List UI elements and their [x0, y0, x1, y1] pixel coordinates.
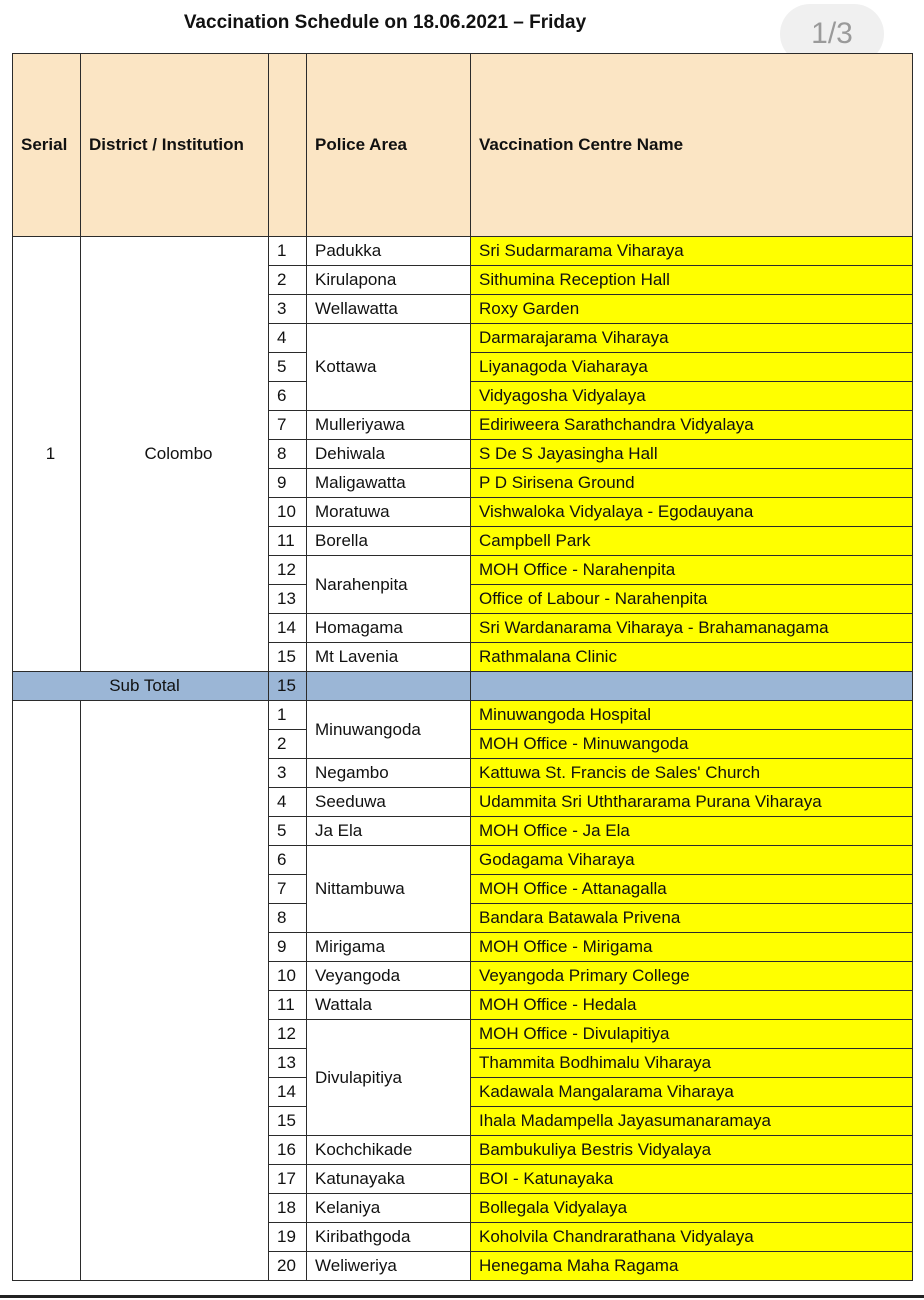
row-number: 1: [269, 701, 307, 730]
subtotal-empty-area: [307, 672, 471, 701]
vaccination-centre: Kattuwa St. Francis de Sales' Church: [471, 759, 913, 788]
police-area: Borella: [307, 527, 471, 556]
police-area: Nittambuwa: [307, 846, 471, 933]
row-number: 6: [269, 382, 307, 411]
police-area: Kiribathgoda: [307, 1223, 471, 1252]
row-number: 12: [269, 556, 307, 585]
police-area: Mt Lavenia: [307, 643, 471, 672]
police-area: Weliweriya: [307, 1252, 471, 1281]
row-number: 13: [269, 585, 307, 614]
police-area: Seeduwa: [307, 788, 471, 817]
vaccination-centre: Darmarajarama Viharaya: [471, 324, 913, 353]
table-row: [13, 237, 913, 266]
police-area: Narahenpita: [307, 556, 471, 614]
subtotal-value: 15: [269, 672, 307, 701]
serial-cell: [13, 701, 81, 1281]
row-number: 19: [269, 1223, 307, 1252]
row-number: 13: [269, 1049, 307, 1078]
row-number: 10: [269, 962, 307, 991]
vaccination-centre: MOH Office - Narahenpita: [471, 556, 913, 585]
police-area: Maligawatta: [307, 469, 471, 498]
vaccination-centre: Bambukuliya Bestris Vidyalaya: [471, 1136, 913, 1165]
row-number: 11: [269, 991, 307, 1020]
row-number: 16: [269, 1136, 307, 1165]
vaccination-centre: Vishwaloka Vidyalaya - Egodauyana: [471, 498, 913, 527]
row-number: 1: [269, 237, 307, 266]
police-area: Kochchikade: [307, 1136, 471, 1165]
police-area: Minuwangoda: [307, 701, 471, 759]
vaccination-centre: Rathmalana Clinic: [471, 643, 913, 672]
police-area: Wellawatta: [307, 295, 471, 324]
row-number: 9: [269, 469, 307, 498]
header-police-area: Police Area: [307, 54, 471, 237]
vaccination-centre: Vidyagosha Vidyalaya: [471, 382, 913, 411]
vaccination-centre: Udammita Sri Uththararama Purana Viharaya: [471, 788, 913, 817]
police-area: Katunayaka: [307, 1165, 471, 1194]
vaccination-centre: Bandara Batawala Privena: [471, 904, 913, 933]
district-cell: Colombo: [81, 237, 269, 672]
serial-cell: 1: [13, 237, 81, 672]
vaccination-centre: Bollegala Vidyalaya: [471, 1194, 913, 1223]
subtotal-row: [13, 672, 913, 701]
vaccination-centre: MOH Office - Attanagalla: [471, 875, 913, 904]
vaccination-centre: Office of Labour - Narahenpita: [471, 585, 913, 614]
bottom-divider: [0, 1295, 924, 1298]
vaccination-centre: Koholvila Chandrarathana Vidyalaya: [471, 1223, 913, 1252]
row-number: 8: [269, 904, 307, 933]
police-area: Mulleriyawa: [307, 411, 471, 440]
vaccination-centre: Sri Wardanarama Viharaya - Brahamanagama: [471, 614, 913, 643]
row-number: 15: [269, 1107, 307, 1136]
page-title: Vaccination Schedule on 18.06.2021 – Friday: [183, 12, 587, 33]
vaccination-centre: Liyanagoda Viaharaya: [471, 353, 913, 382]
police-area: Mirigama: [307, 933, 471, 962]
vaccination-centre: BOI - Katunayaka: [471, 1165, 913, 1194]
police-area: Negambo: [307, 759, 471, 788]
vaccination-centre: Godagama Viharaya: [471, 846, 913, 875]
row-number: 9: [269, 933, 307, 962]
police-area: Veyangoda: [307, 962, 471, 991]
vaccination-centre: Ediriweera Sarathchandra Vidyalaya: [471, 411, 913, 440]
row-number: 5: [269, 817, 307, 846]
row-number: 14: [269, 1078, 307, 1107]
row-number: 3: [269, 759, 307, 788]
vaccination-centre: MOH Office - Ja Ela: [471, 817, 913, 846]
vaccination-centre: MOH Office - Divulapitiya: [471, 1020, 913, 1049]
row-number: 7: [269, 411, 307, 440]
vaccination-centre: P D Sirisena Ground: [471, 469, 913, 498]
police-area: Homagama: [307, 614, 471, 643]
police-area: Dehiwala: [307, 440, 471, 469]
row-number: 20: [269, 1252, 307, 1281]
vaccination-centre: Henegama Maha Ragama: [471, 1252, 913, 1281]
police-area: Moratuwa: [307, 498, 471, 527]
district-cell: [81, 701, 269, 1281]
row-number: 3: [269, 295, 307, 324]
header-row: [13, 54, 913, 237]
row-number: 5: [269, 353, 307, 382]
vaccination-centre: Kadawala Mangalarama Viharaya: [471, 1078, 913, 1107]
row-number: 2: [269, 730, 307, 759]
police-area: Wattala: [307, 991, 471, 1020]
police-area: Padukka: [307, 237, 471, 266]
vaccination-centre: Minuwangoda Hospital: [471, 701, 913, 730]
vaccination-centre: Thammita Bodhimalu Viharaya: [471, 1049, 913, 1078]
row-number: 2: [269, 266, 307, 295]
vaccination-centre: MOH Office - Mirigama: [471, 933, 913, 962]
row-number: 14: [269, 614, 307, 643]
row-number: 6: [269, 846, 307, 875]
vaccination-centre: Sri Sudarmarama Viharaya: [471, 237, 913, 266]
vaccination-centre: MOH Office - Minuwangoda: [471, 730, 913, 759]
row-number: 10: [269, 498, 307, 527]
subtotal-empty-centre: [471, 672, 913, 701]
row-number: 12: [269, 1020, 307, 1049]
header-serial: Serial: [13, 54, 81, 237]
header-number: [269, 54, 307, 237]
subtotal-label: Sub Total: [13, 672, 269, 701]
header-district: District / Institution: [81, 54, 269, 237]
vaccination-centre: Campbell Park: [471, 527, 913, 556]
row-number: 15: [269, 643, 307, 672]
vaccination-centre: Roxy Garden: [471, 295, 913, 324]
police-area: Kelaniya: [307, 1194, 471, 1223]
vaccination-centre: S De S Jayasingha Hall: [471, 440, 913, 469]
row-number: 7: [269, 875, 307, 904]
vaccination-centre: MOH Office - Hedala: [471, 991, 913, 1020]
police-area: Ja Ela: [307, 817, 471, 846]
police-area: Kottawa: [307, 324, 471, 411]
row-number: 4: [269, 788, 307, 817]
header-centre: Vaccination Centre Name: [471, 54, 913, 237]
row-number: 18: [269, 1194, 307, 1223]
page-indicator: 1/3: [780, 4, 884, 64]
vaccination-centre: Ihala Madampella Jayasumanaramaya: [471, 1107, 913, 1136]
row-number: 11: [269, 527, 307, 556]
row-number: 4: [269, 324, 307, 353]
table-row: [13, 701, 913, 730]
row-number: 17: [269, 1165, 307, 1194]
vaccination-centre: Sithumina Reception Hall: [471, 266, 913, 295]
police-area: Divulapitiya: [307, 1020, 471, 1136]
schedule-table: [12, 53, 913, 1281]
vaccination-centre: Veyangoda Primary College: [471, 962, 913, 991]
police-area: Kirulapona: [307, 266, 471, 295]
row-number: 8: [269, 440, 307, 469]
